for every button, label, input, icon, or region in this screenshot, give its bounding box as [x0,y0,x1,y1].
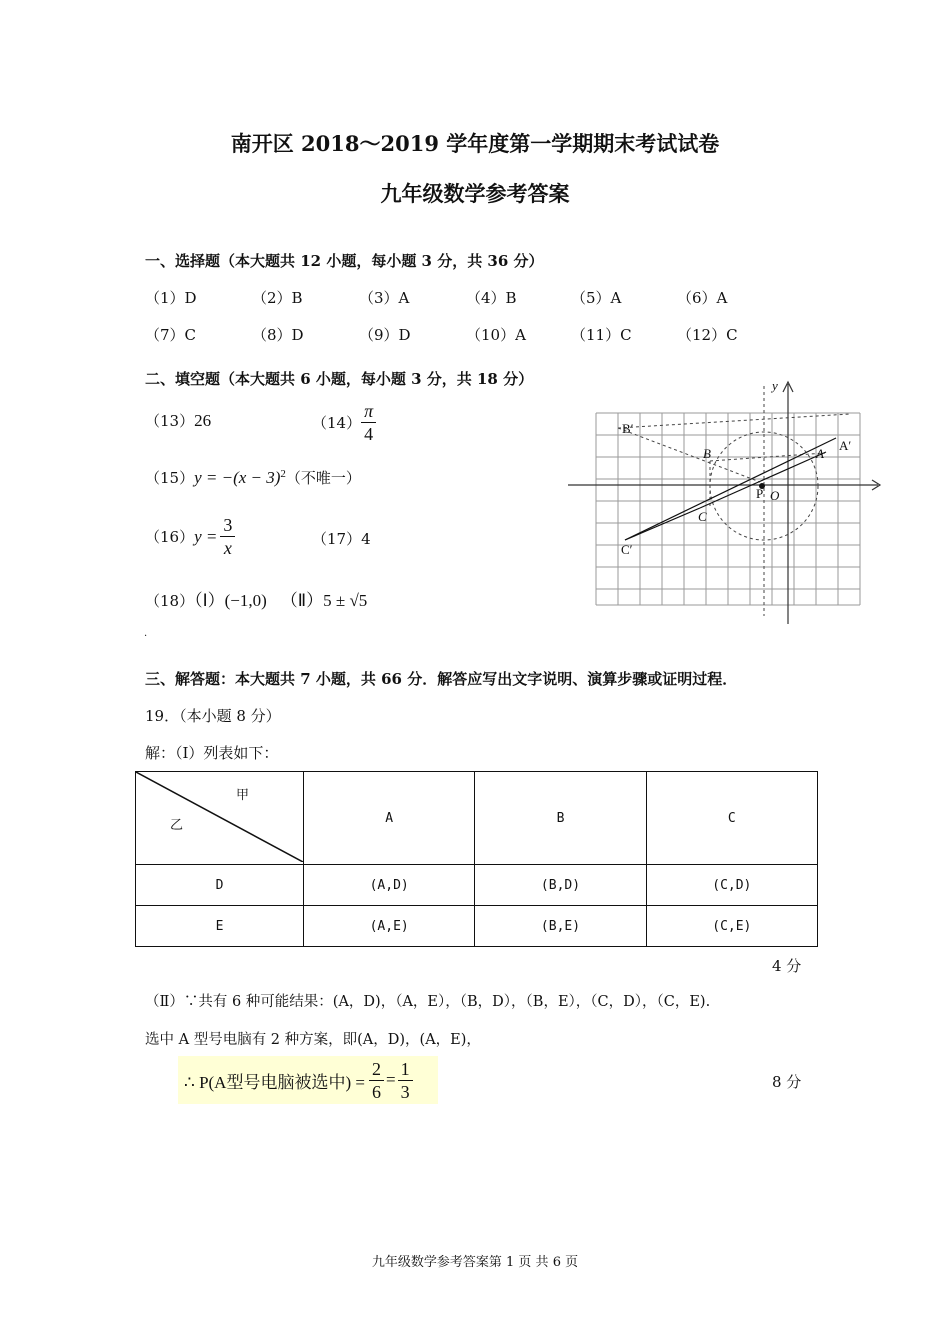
score-8: 8 分 [772,1073,802,1091]
outcome-table [135,771,818,947]
answer-1: （1）D [145,289,197,307]
answer-4: （4）B [466,289,517,307]
part2-line1: （Ⅱ）∵共有 6 种可能结果：(A，D)，（A，E），（B，D），（B，E），（C，D），（C，E). [145,994,711,1010]
answer-16-lhs: y = [194,526,218,546]
probability-prefix: ∴ P(A型号电脑被选中) = [184,1072,365,1092]
grid-lines [596,413,860,605]
answer-16 [145,514,235,559]
table-cell: (A,D) [304,865,475,906]
table-cell: (C,D) [646,865,817,906]
table-row [136,865,818,906]
table-cell: (A,E) [304,906,475,947]
probability-fraction-1 [369,1058,384,1103]
score-4: 4 分 [772,957,802,975]
page-subtitle: 九年级数学参考答案 [380,181,570,206]
label-a: A [816,446,824,461]
answer-13-value: 26 [194,411,212,430]
answer-18-part1: （Ⅰ）(−1,0) [194,591,267,610]
answer-15-exponent: 2 [280,468,286,480]
answer-2: （2）B [252,289,303,307]
corner-top-label: 甲 [236,788,250,803]
figure-labels [621,378,851,557]
column-header: B [475,772,646,865]
table-row [136,906,818,947]
table-cell: (B,E) [475,906,646,947]
answer-15-note: （不唯一） [285,469,361,487]
column-header: C [646,772,817,865]
answer-17: （17）4 [312,530,371,548]
answer-13-label: （13） [145,412,195,430]
answer-8: （8）D [252,326,304,344]
answer-18 [145,586,367,611]
answer-12: （12）C [677,326,738,344]
section1-heading: 一、选择题（本大题共 12 小题，每小题 3 分，共 36 分） [145,252,544,270]
label-a-prime: A′ [839,438,852,453]
table-cell: (B,D) [475,865,646,906]
answer-5: （5）A [571,289,622,307]
axes [568,382,880,624]
answer-7: （7）C [145,326,197,344]
table-header-row [136,772,818,865]
page-title: 南开区 2018～2019 学年度第一学期期末考试试卷 [230,131,720,156]
answer-10: （10）A [466,326,526,344]
probability-formula [178,1056,438,1104]
table-cell: (C,E) [646,906,817,947]
question-19: 19．（本小题 8 分） [145,707,281,725]
fraction-denominator: 6 [371,1081,381,1102]
answer-15-label: （15） [145,469,195,487]
label-c: C [698,509,707,524]
section3-heading: 三、解答题：本大题共 7 小题，共 66 分．解答应写出文字说明、演算步骤或证明过程． [145,670,738,688]
column-header: A [304,772,475,865]
answer-14-fraction [361,400,376,445]
answer-11: （11）C [571,326,632,344]
part2-line2: 选中 A 型号电脑有 2 种方案，即(A，D)，(A，E)， [145,1032,481,1048]
solid-lines [625,438,836,540]
answer-16-label: （16） [145,528,195,546]
solution-intro: 解：（Ⅰ）列表如下： [145,744,279,762]
label-b: B [703,446,711,461]
section2-heading: 二、填空题（本大题共 6 小题，每小题 3 分，共 18 分） [145,370,534,388]
coordinate-figure [560,376,890,631]
answer-6: （6）A [677,289,728,307]
probability-equals: = [385,1070,396,1089]
answer-14-label: （14） [312,414,362,432]
answer-9: （9）D [359,326,411,344]
label-b-prime: B′ [622,421,634,436]
label-c-prime: C′ [621,542,633,557]
diagonal-line [136,772,303,862]
label-o: O [770,488,780,503]
stray-dot: . [144,628,148,639]
label-y: y [772,378,778,393]
row-header: D [136,865,304,906]
fraction-denominator: 3 [400,1081,410,1102]
fraction-numerator: π [361,400,376,423]
answer-16-fraction [220,514,235,559]
answer-18-part2: （Ⅱ）5 ± √5 [280,591,368,610]
fraction-numerator: 2 [369,1058,384,1081]
answer-13 [145,410,211,431]
label-p: P [756,486,764,501]
table-corner-cell [136,772,304,865]
answer-3: （3）A [359,289,410,307]
answer-14 [312,400,376,445]
page-footer: 九年级数学参考答案第 1 页 共 6 页 [371,1255,579,1270]
answer-15 [145,467,361,488]
fraction-denominator: x [223,538,232,558]
fraction-numerator: 1 [398,1058,413,1081]
answer-15-expression: y = −(x − 3) [194,468,281,487]
fraction-denominator: 4 [364,424,374,444]
answer-18-label: （18） [145,592,195,610]
corner-left-label: 乙 [170,818,184,833]
row-header: E [136,906,304,947]
fraction-numerator: 3 [220,514,235,537]
probability-fraction-2 [398,1058,413,1103]
